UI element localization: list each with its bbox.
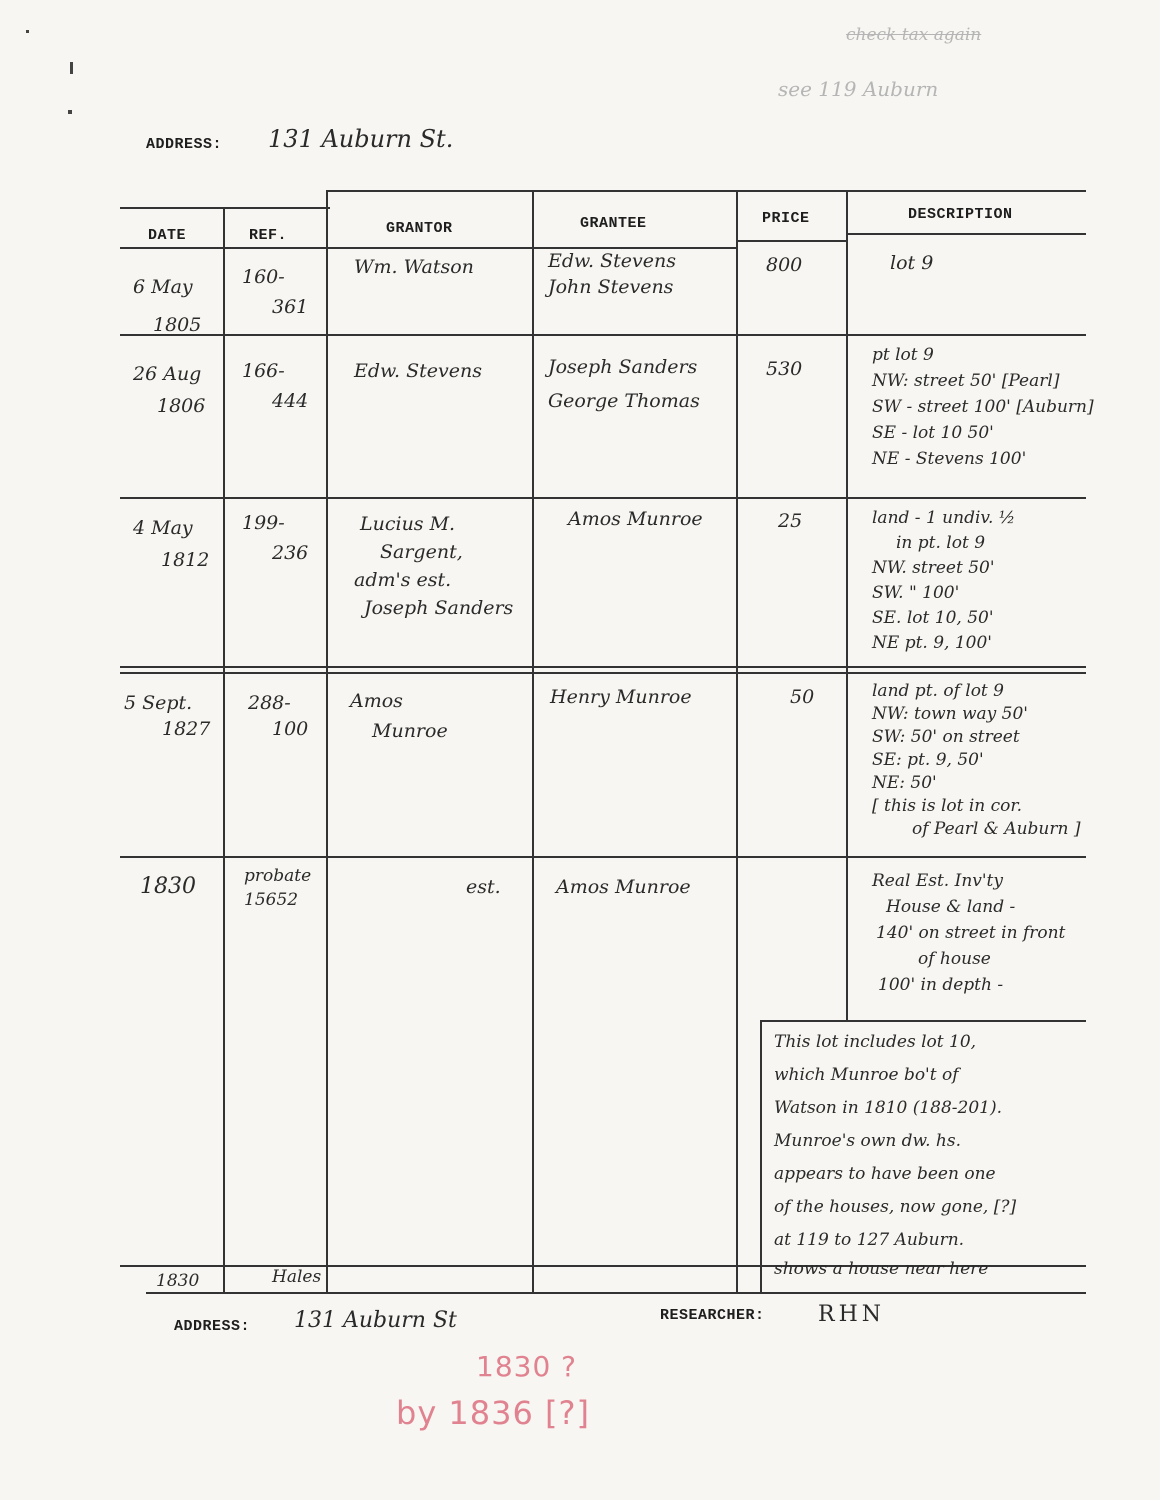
col-header-description: DESCRIPTION — [908, 206, 1013, 223]
grantor-line: Joseph Sanders — [364, 597, 514, 619]
margin-mark — [68, 110, 72, 114]
row-3-grantor — [354, 510, 513, 622]
description-line: of house — [918, 949, 991, 969]
row-1-ref — [242, 262, 308, 322]
description-line: NE pt. 9, 100' — [872, 633, 992, 653]
address-value: 131 Auburn St. — [268, 125, 454, 153]
last-row-description: shows a house near here — [774, 1259, 989, 1279]
row-3-date — [133, 512, 209, 576]
column-divider — [326, 190, 328, 1292]
see-reference-note: see 119 Auburn — [778, 77, 939, 101]
description-line: SW - street 100' [Auburn] — [872, 397, 1094, 417]
footer-address-value: 131 Auburn St — [294, 1308, 457, 1333]
row-3-grantee — [568, 506, 703, 532]
struck-note: check tax again — [846, 25, 982, 45]
margin-mark — [70, 62, 73, 74]
row-2-price: 530 — [766, 358, 803, 380]
date-line: 1812 — [161, 549, 210, 571]
description-line: lot 9 — [890, 252, 934, 274]
ref-line: 288- — [248, 692, 291, 714]
description-line: land pt. of lot 9 — [872, 681, 1004, 701]
description-line: Real Est. Inv'ty — [872, 871, 1003, 891]
note-line: which Munroe bo't of — [774, 1065, 959, 1085]
column-divider — [736, 190, 738, 1292]
col-header-grantor: GRANTOR — [386, 220, 453, 237]
research-note — [774, 1026, 1016, 1257]
column-divider — [846, 190, 848, 1020]
date-line: 1805 — [153, 314, 202, 336]
grantor-line: Amos — [350, 690, 403, 712]
grantor-line: adm's est. — [354, 569, 452, 591]
row-4-price: 50 — [790, 686, 815, 708]
grantor-line: Sargent, — [380, 541, 463, 563]
row-1-price: 800 — [766, 254, 803, 276]
col-header-date: DATE — [148, 227, 187, 244]
description-line: SE. lot 10, 50' — [872, 608, 994, 628]
ref-line: 236 — [272, 542, 309, 564]
date-line: 1827 — [162, 718, 211, 740]
row-1-date — [133, 268, 201, 344]
ref-line: 100 — [272, 718, 309, 740]
grantor-line: Wm. Watson — [354, 256, 474, 278]
description-line: of Pearl & Auburn ] — [912, 819, 1081, 839]
description-line: in pt. lot 9 — [896, 533, 986, 553]
ref-line: 444 — [272, 390, 309, 412]
footer-address-label: ADDRESS: — [174, 1318, 251, 1335]
description-line: NE: 50' — [872, 773, 937, 793]
ref-line: 361 — [272, 296, 309, 318]
ref-line: probate — [244, 866, 312, 886]
researcher-initials: RHN — [818, 1302, 885, 1327]
col-header-ref: REF. — [249, 227, 288, 244]
date-line: 6 May — [133, 276, 193, 298]
header-rule — [736, 240, 846, 242]
row-separator — [120, 497, 1086, 499]
ref-line: 15652 — [244, 890, 299, 910]
row-4-date — [124, 690, 210, 742]
grantor-line: Munroe — [372, 720, 448, 742]
row-1-grantor — [354, 254, 474, 280]
description-line: pt lot 9 — [872, 345, 934, 365]
header-rule — [120, 207, 330, 209]
row-separator — [120, 672, 1086, 674]
grantee-line: George Thomas — [548, 390, 700, 412]
note-line: Watson in 1810 (188-201). — [774, 1098, 1003, 1118]
last-row-date: 1830 — [156, 1271, 200, 1291]
last-row-ref: Hales — [272, 1267, 322, 1287]
table-bottom-rule — [146, 1292, 1086, 1294]
date-line: 1806 — [157, 395, 206, 417]
row-4-ref — [248, 690, 308, 742]
description-line: [ this is lot in cor. — [872, 796, 1023, 816]
description-line: NE - Stevens 100' — [872, 449, 1027, 469]
row-5-grantor — [466, 874, 501, 900]
note-box-divider — [760, 1020, 762, 1292]
row-3-ref — [242, 508, 308, 568]
grantor-line: Lucius M. — [360, 513, 456, 535]
grantee-line: Henry Munroe — [550, 686, 692, 708]
grantee-line: John Stevens — [548, 276, 674, 298]
row-3-description — [872, 506, 1015, 656]
row-2-date — [133, 358, 205, 422]
note-line: of the houses, now gone, [?] — [774, 1197, 1017, 1217]
note-line: Munroe's own dw. hs. — [774, 1131, 961, 1151]
grantee-line: Amos Munroe — [556, 876, 691, 898]
row-4-grantor — [350, 686, 448, 746]
date-line: 4 May — [133, 517, 193, 539]
col-header-price: PRICE — [762, 210, 810, 227]
ref-line: 160- — [242, 266, 285, 288]
note-box-top — [760, 1020, 1086, 1022]
grantor-line: est. — [466, 876, 501, 898]
col-header-grantee: GRANTEE — [580, 215, 647, 232]
description-line: NW: street 50' [Pearl] — [872, 371, 1060, 391]
row-5-date — [140, 874, 196, 900]
row-5-description — [872, 868, 1065, 998]
description-line: NW: town way 50' — [872, 704, 1028, 724]
row-2-grantor — [354, 358, 482, 384]
description-line: House & land - — [886, 897, 1016, 917]
row-4-grantee — [550, 684, 692, 710]
description-line: SW. " 100' — [872, 583, 960, 603]
row-2-grantee — [548, 350, 700, 418]
grantee-line: Joseph Sanders — [548, 356, 698, 378]
row-separator — [120, 666, 1086, 668]
row-separator — [120, 856, 1086, 858]
description-line: NW. street 50' — [872, 558, 995, 578]
row-5-grantee — [556, 874, 691, 900]
address-label: ADDRESS: — [146, 136, 223, 153]
note-line: at 119 to 127 Auburn. — [774, 1230, 965, 1250]
red-note-line-1: 1830 ? — [476, 1350, 578, 1383]
header-rule — [326, 190, 1086, 192]
grantee-line: Amos Munroe — [568, 508, 703, 530]
row-2-ref — [242, 356, 308, 416]
ref-line: 166- — [242, 360, 285, 382]
description-line: SE: pt. 9, 50' — [872, 750, 984, 770]
row-1-description — [890, 250, 933, 276]
margin-mark — [26, 30, 29, 33]
header-rule — [120, 247, 330, 249]
row-2-description — [872, 342, 1094, 472]
researcher-label: RESEARCHER: — [660, 1307, 765, 1324]
grantee-line: Edw. Stevens — [548, 250, 676, 272]
ref-line: 199- — [242, 512, 285, 534]
date-line: 5 Sept. — [124, 692, 193, 714]
description-line: 140' on street in front — [876, 923, 1066, 943]
red-note-line-2: by 1836 [?] — [396, 1394, 590, 1432]
description-line: land - 1 undiv. ½ — [872, 508, 1016, 528]
row-4-description — [872, 680, 1080, 841]
description-line: 100' in depth - — [878, 975, 1004, 995]
grantor-line: Edw. Stevens — [354, 360, 482, 382]
date-line: 26 Aug — [133, 363, 202, 385]
date-line: 1830 — [140, 874, 196, 899]
row-3-price: 25 — [778, 510, 803, 532]
header-rule — [846, 233, 1086, 235]
row-1-grantee — [548, 248, 676, 300]
description-line: SE - lot 10 50' — [872, 423, 994, 443]
column-divider — [223, 207, 225, 1292]
note-line: appears to have been one — [774, 1164, 996, 1184]
row-5-ref — [244, 864, 311, 912]
note-line: This lot includes lot 10, — [774, 1032, 977, 1052]
column-divider — [532, 190, 534, 1292]
description-line: SW: 50' on street — [872, 727, 1020, 747]
row-separator — [120, 334, 1086, 336]
